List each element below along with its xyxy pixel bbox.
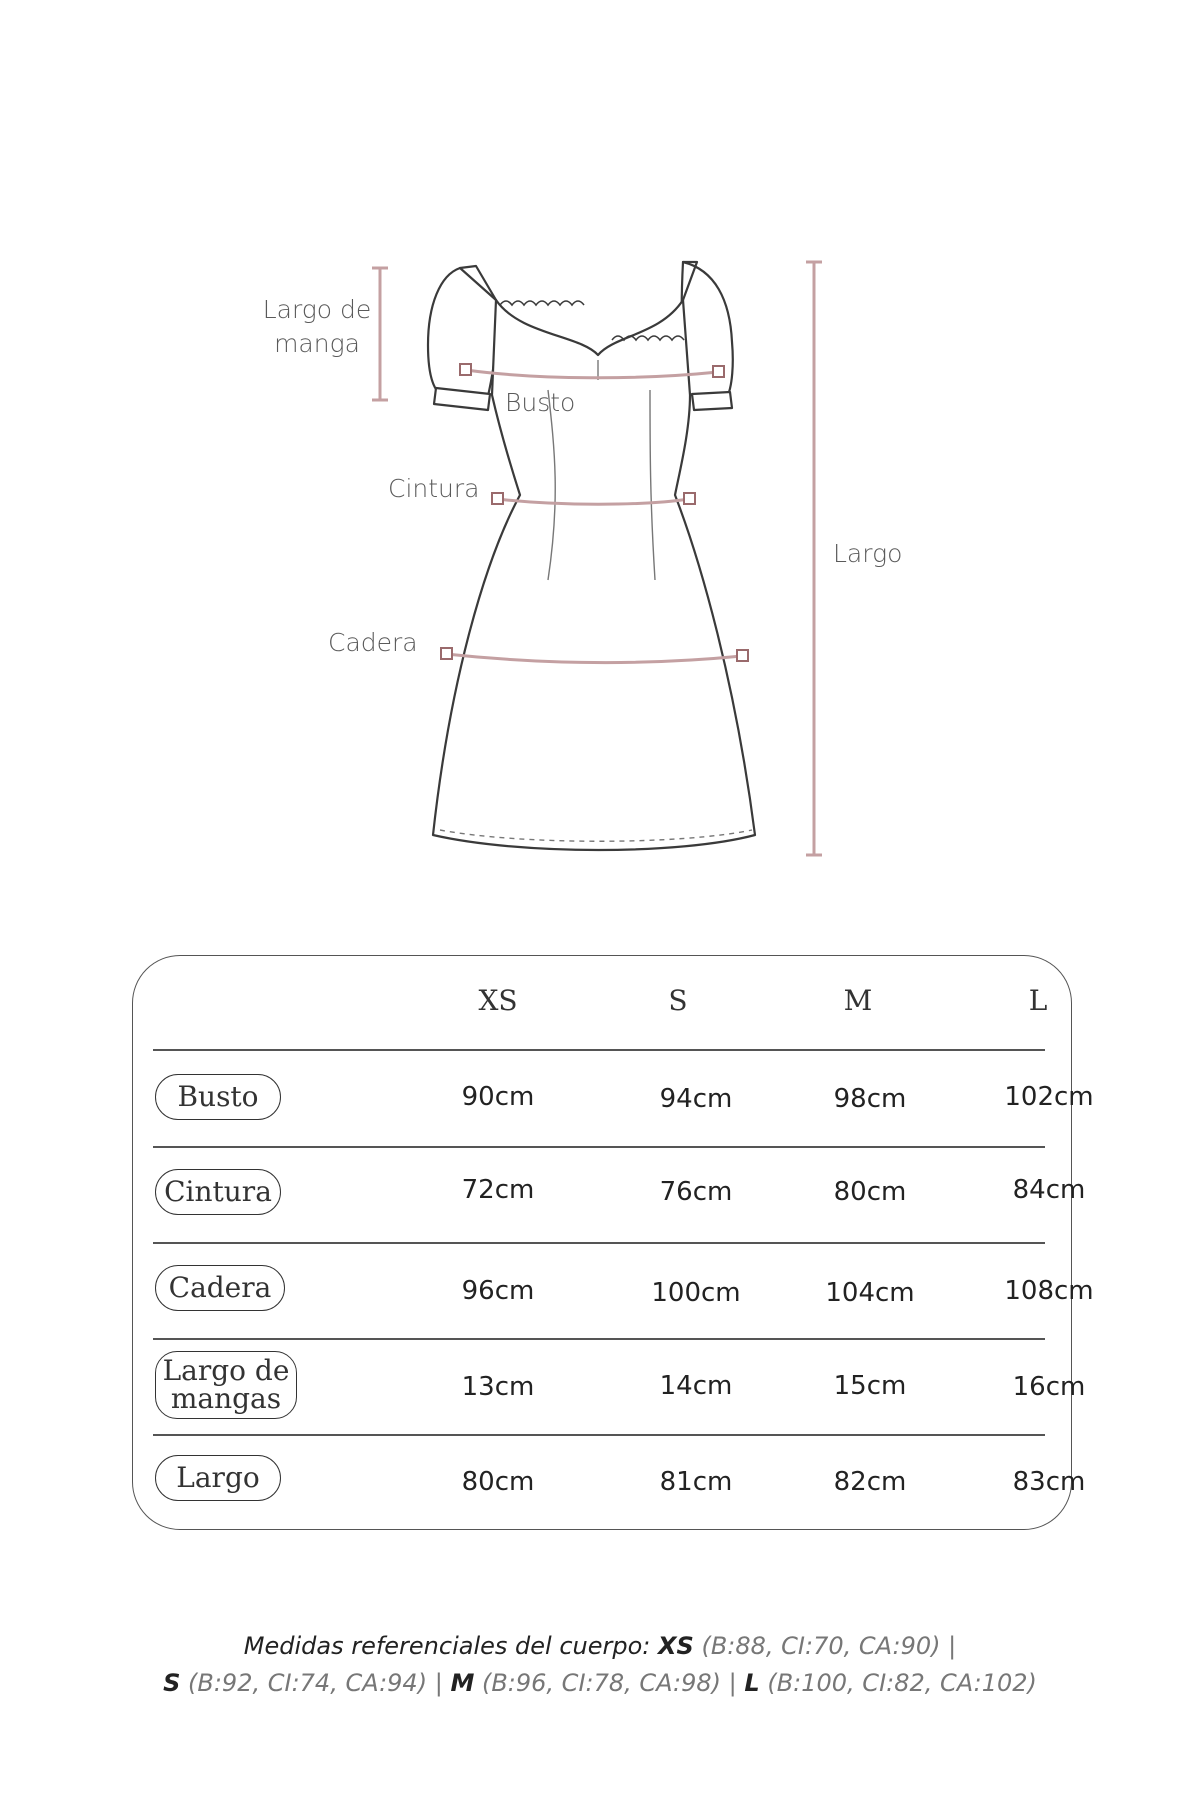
cell-value: 98cm <box>833 1084 907 1114</box>
cell-value: 82cm <box>833 1467 907 1497</box>
table-row-cintura <box>133 1147 1086 1243</box>
footer-line-1 <box>60 1628 1140 1665</box>
footer-line-2 <box>60 1665 1140 1702</box>
size-l-detail: (B:100, CI:82, CA:102) <box>767 1669 1037 1697</box>
row-label-cadera: Cadera <box>155 1265 285 1311</box>
cell-value: 13cm <box>461 1372 535 1402</box>
cell-value: 80cm <box>833 1177 907 1207</box>
size-l: L <box>744 1669 760 1697</box>
cell-value: 72cm <box>461 1175 535 1205</box>
table-row-cadera <box>133 1243 1094 1339</box>
cell-value: 96cm <box>461 1276 535 1306</box>
separator: | <box>948 1632 957 1660</box>
cell-value: 14cm <box>659 1371 733 1401</box>
col-header-xs: XS <box>478 984 518 1017</box>
cell-value: 81cm <box>659 1467 733 1497</box>
size-m: M <box>450 1669 475 1697</box>
row-label-largo: Largo <box>155 1455 281 1501</box>
col-header-l: L <box>1028 984 1048 1017</box>
row-label-line-2: mangas <box>170 1382 282 1415</box>
sleeve-length-line-1: Largo de <box>262 295 372 324</box>
size-s-detail: (B:92, CI:74, CA:94) <box>188 1669 428 1697</box>
cell-value: 16cm <box>1012 1372 1086 1402</box>
separator: | <box>434 1669 443 1697</box>
size-xs-detail: (B:88, CI:70, CA:90) <box>701 1632 941 1660</box>
length-label: Largo <box>833 539 903 568</box>
separator: | <box>728 1669 737 1697</box>
size-table <box>132 955 1094 1530</box>
hip-label: Cadera <box>328 628 418 657</box>
cell-value: 90cm <box>461 1082 535 1112</box>
left-sleeve <box>428 268 498 396</box>
table-row-largo-de-mangas <box>133 1339 1086 1435</box>
cell-value: 100cm <box>651 1278 741 1308</box>
table-row-largo <box>133 1435 1086 1531</box>
col-header-m: M <box>843 984 873 1017</box>
bust-label: Busto <box>505 388 576 417</box>
cell-value: 108cm <box>1004 1276 1094 1306</box>
table-row-busto <box>133 1050 1094 1146</box>
cell-value: 104cm <box>825 1278 915 1308</box>
right-cuff <box>692 392 732 410</box>
waist-label: Cintura <box>388 474 480 503</box>
size-s: S <box>163 1669 181 1697</box>
row-label-largo-de-mangas <box>155 1351 297 1419</box>
row-label-line-1: Largo de <box>162 1354 290 1387</box>
col-header-s: S <box>668 984 688 1017</box>
row-label-cintura: Cintura <box>155 1169 281 1215</box>
row-label-busto: Busto <box>155 1074 281 1120</box>
cell-value: 84cm <box>1012 1175 1086 1205</box>
cell-value: 94cm <box>659 1084 733 1114</box>
cell-value: 102cm <box>1004 1082 1094 1112</box>
cell-value: 80cm <box>461 1467 535 1497</box>
size-m-detail: (B:96, CI:78, CA:98) <box>481 1669 722 1697</box>
cell-value: 76cm <box>659 1177 733 1207</box>
cell-value: 15cm <box>833 1371 907 1401</box>
sleeve-length-line-2: manga <box>274 328 360 358</box>
sleeve-length-label <box>252 293 382 361</box>
size-xs: XS <box>658 1632 694 1660</box>
footer-intro: Medidas referenciales del cuerpo: <box>243 1632 651 1660</box>
reference-measurements-note <box>60 1628 1140 1702</box>
cell-value: 83cm <box>1012 1467 1086 1497</box>
